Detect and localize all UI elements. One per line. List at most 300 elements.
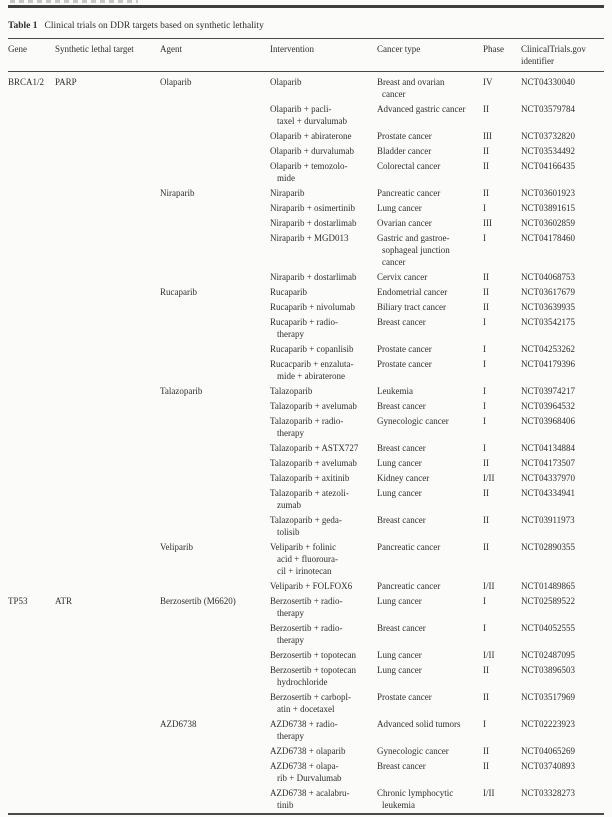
cell-intervention xyxy=(270,201,377,216)
cell-synthetic-lethal-target xyxy=(55,759,160,786)
cell-intervention-line: Talazoparib + radio- xyxy=(270,416,344,426)
cell-cancer-type xyxy=(377,159,483,186)
cell-nct-identifier-text: NCT04065269 xyxy=(521,746,575,756)
cell-intervention-line: Olaparib + abiraterone xyxy=(270,131,352,141)
cell-cancer-type-line: Gynecologic cancer xyxy=(377,746,449,756)
cell-phase xyxy=(483,786,521,814)
cell-nct-identifier-text: NCT03964532 xyxy=(521,401,575,411)
cell-agent xyxy=(160,159,270,186)
table-row xyxy=(8,594,604,621)
cell-phase-text: II xyxy=(483,665,489,675)
cell-phase-text: II xyxy=(483,287,489,297)
cell-intervention-line: Berzosertib + radio- xyxy=(270,623,343,633)
cell-phase-text: III xyxy=(483,218,492,228)
cell-intervention xyxy=(270,399,377,414)
cell-nct-identifier xyxy=(521,663,604,690)
cell-agent xyxy=(160,540,270,579)
cell-agent xyxy=(160,759,270,786)
cell-synthetic-lethal-target xyxy=(55,648,160,663)
cell-agent xyxy=(160,285,270,300)
cell-nct-identifier xyxy=(521,594,604,621)
cell-cancer-type-line: Lung cancer xyxy=(377,488,422,498)
cell-intervention-line: Talazoparib + avelumab xyxy=(270,401,357,411)
cell-gene xyxy=(8,621,55,648)
cell-synthetic-lethal-target xyxy=(55,186,160,201)
cell-agent-text: Berzosertib (M6620) xyxy=(160,596,236,606)
cell-cancer-type-line: Leukemia xyxy=(377,386,413,396)
cell-gene xyxy=(8,102,55,129)
cell-agent xyxy=(160,717,270,744)
cell-nct-identifier-text: NCT04179396 xyxy=(521,359,575,369)
cell-cancer-type-line: Lung cancer xyxy=(377,650,422,660)
cell-phase xyxy=(483,486,521,513)
cell-phase-text: I xyxy=(483,317,486,327)
cell-intervention xyxy=(270,471,377,486)
cell-gene xyxy=(8,342,55,357)
cell-cancer-type xyxy=(377,786,483,814)
cell-intervention xyxy=(270,690,377,717)
cell-phase xyxy=(483,690,521,717)
cell-nct-identifier xyxy=(521,717,604,744)
cell-nct-identifier xyxy=(521,342,604,357)
cell-phase xyxy=(483,441,521,456)
cell-nct-identifier xyxy=(521,486,604,513)
cell-cancer-type xyxy=(377,744,483,759)
cell-synthetic-lethal-target xyxy=(55,129,160,144)
cell-nct-identifier xyxy=(521,471,604,486)
cell-cancer-type xyxy=(377,72,483,102)
cell-gene xyxy=(8,786,55,814)
cell-nct-identifier xyxy=(521,690,604,717)
cell-cancer-type-line: Lung cancer xyxy=(377,665,422,675)
cell-cancer-type xyxy=(377,540,483,579)
cell-agent xyxy=(160,102,270,129)
cell-agent xyxy=(160,621,270,648)
cell-synthetic-lethal-target xyxy=(55,663,160,690)
cell-phase-text: I xyxy=(483,401,486,411)
cell-nct-identifier-text: NCT03896503 xyxy=(521,665,575,675)
cell-synthetic-lethal-target xyxy=(55,102,160,129)
cell-cancer-type xyxy=(377,216,483,231)
cell-nct-identifier-text: NCT03968406 xyxy=(521,416,575,426)
cell-agent xyxy=(160,72,270,102)
table-row xyxy=(8,759,604,786)
cell-cancer-type xyxy=(377,285,483,300)
cell-phase xyxy=(483,144,521,159)
cell-cancer-type xyxy=(377,144,483,159)
cell-cancer-type xyxy=(377,456,483,471)
cell-phase-text: I xyxy=(483,719,486,729)
cell-phase-text: I xyxy=(483,344,486,354)
cell-intervention xyxy=(270,540,377,579)
cell-cancer-type xyxy=(377,270,483,285)
cell-nct-identifier xyxy=(521,144,604,159)
cell-intervention-line: AZD6738 + olaparib xyxy=(270,746,346,756)
cell-gene xyxy=(8,414,55,441)
cell-intervention-line: Berzosertib + topotecan xyxy=(270,665,357,675)
table-row xyxy=(8,186,604,201)
cell-phase-text: II xyxy=(483,515,489,525)
cell-cancer-type xyxy=(377,129,483,144)
col-header-gene: Gene xyxy=(8,39,55,72)
cell-synthetic-lethal-target-text: ATR xyxy=(55,596,73,606)
table-row xyxy=(8,384,604,399)
table-row xyxy=(8,663,604,690)
cell-phase xyxy=(483,129,521,144)
cell-intervention-line: Talazoparib xyxy=(270,386,313,396)
cell-nct-identifier-text: NCT04166435 xyxy=(521,161,575,171)
cell-phase xyxy=(483,399,521,414)
cell-intervention-line: Veliparib + FOLFOX6 xyxy=(270,581,353,591)
table-body xyxy=(8,72,604,814)
cell-cancer-type xyxy=(377,486,483,513)
cell-cancer-type-line: Bladder cancer xyxy=(377,146,432,156)
cell-agent-text: Rucaparib xyxy=(160,287,197,297)
cell-gene xyxy=(8,663,55,690)
cropped-text-remnant xyxy=(10,0,138,3)
cell-nct-identifier-text: NCT03891615 xyxy=(521,203,575,213)
cell-phase xyxy=(483,456,521,471)
cell-intervention-line: AZD6738 + olapa- xyxy=(270,761,339,771)
cell-synthetic-lethal-target xyxy=(55,486,160,513)
cell-nct-identifier-text: NCT03601923 xyxy=(521,188,575,198)
cell-phase-text: I/II xyxy=(483,650,495,660)
cell-phase-text: I xyxy=(483,596,486,606)
cell-gene xyxy=(8,315,55,342)
cell-agent xyxy=(160,300,270,315)
cell-intervention-line: Niraparib xyxy=(270,188,305,198)
col-header-phase: Phase xyxy=(483,39,521,72)
table-row xyxy=(8,786,604,814)
table-row xyxy=(8,129,604,144)
cell-cancer-type-line: Breast cancer xyxy=(377,317,426,327)
cell-intervention-line: tinib xyxy=(277,800,294,810)
cell-intervention-line: Niraparib + dostarlimab xyxy=(270,272,357,282)
cell-nct-identifier xyxy=(521,513,604,540)
cell-agent-text: Talazoparib xyxy=(160,386,203,396)
cell-phase xyxy=(483,300,521,315)
table-row xyxy=(8,102,604,129)
cell-cancer-type-line: Prostate cancer xyxy=(377,344,432,354)
cell-nct-identifier xyxy=(521,216,604,231)
cell-agent xyxy=(160,201,270,216)
cell-phase-text: II xyxy=(483,761,489,771)
cell-agent-text: Veliparib xyxy=(160,542,193,552)
cell-nct-identifier-text: NCT04134884 xyxy=(521,443,575,453)
cell-cancer-type xyxy=(377,690,483,717)
cell-intervention-line: zumab xyxy=(277,500,301,510)
cell-cancer-type-line: Breast cancer xyxy=(377,401,426,411)
cell-agent-text: Olaparib xyxy=(160,77,192,87)
cell-intervention xyxy=(270,159,377,186)
cell-intervention-line: Olaparib xyxy=(270,77,302,87)
cell-nct-identifier xyxy=(521,285,604,300)
col-header-agent: Agent xyxy=(160,39,270,72)
cell-gene xyxy=(8,300,55,315)
cell-synthetic-lethal-target xyxy=(55,744,160,759)
col-header-clinicaltrials-identifier: ClinicalTrials.gov identifier xyxy=(521,39,604,72)
cell-nct-identifier xyxy=(521,744,604,759)
cell-intervention-line: therapy xyxy=(277,731,304,741)
cell-agent xyxy=(160,399,270,414)
cell-nct-identifier-text: NCT03579784 xyxy=(521,104,575,114)
cell-nct-identifier-text: NCT02890355 xyxy=(521,542,575,552)
cell-cancer-type-line: Breast cancer xyxy=(377,443,426,453)
cell-gene xyxy=(8,384,55,399)
header-row xyxy=(8,39,604,72)
cell-nct-identifier xyxy=(521,129,604,144)
table-row xyxy=(8,471,604,486)
cell-cancer-type xyxy=(377,717,483,744)
cell-intervention-line: therapy xyxy=(277,608,304,618)
cell-nct-identifier-text: NCT02589522 xyxy=(521,596,575,606)
cell-phase-text: I/II xyxy=(483,581,495,591)
table-row xyxy=(8,72,604,102)
cell-intervention-line: Niraparib + MGD013 xyxy=(270,233,349,243)
cell-intervention-line: Talazoparib + axitinib xyxy=(270,473,350,483)
cell-synthetic-lethal-target xyxy=(55,786,160,814)
cell-phase xyxy=(483,285,521,300)
cell-phase xyxy=(483,621,521,648)
cell-intervention-line: Talazoparib + atezoli- xyxy=(270,488,349,498)
table-row xyxy=(8,441,604,456)
cell-phase xyxy=(483,594,521,621)
cell-intervention xyxy=(270,621,377,648)
cell-gene xyxy=(8,594,55,621)
table-row xyxy=(8,231,604,270)
cell-intervention-line: Berzosertib + carbopl- xyxy=(270,692,352,702)
cell-agent xyxy=(160,441,270,456)
cell-agent xyxy=(160,186,270,201)
cell-nct-identifier xyxy=(521,384,604,399)
cell-agent xyxy=(160,144,270,159)
cell-intervention-line: Talazoparib + ASTX727 xyxy=(270,443,359,453)
cell-cancer-type-line: leukemia xyxy=(382,800,415,810)
cell-phase-text: II xyxy=(483,161,489,171)
cell-intervention xyxy=(270,186,377,201)
cell-gene xyxy=(8,441,55,456)
cell-intervention xyxy=(270,663,377,690)
cell-cancer-type-line: cancer xyxy=(382,257,406,267)
cell-nct-identifier xyxy=(521,414,604,441)
cell-intervention xyxy=(270,285,377,300)
cell-synthetic-lethal-target xyxy=(55,540,160,579)
cell-synthetic-lethal-target xyxy=(55,342,160,357)
table-row xyxy=(8,342,604,357)
cell-cancer-type-line: Pancreatic cancer xyxy=(377,188,441,198)
cell-intervention-line: hydrochloride xyxy=(277,677,328,687)
table-row xyxy=(8,744,604,759)
table-row xyxy=(8,540,604,579)
cell-nct-identifier xyxy=(521,648,604,663)
cell-synthetic-lethal-target xyxy=(55,72,160,102)
clinical-trials-table xyxy=(8,38,604,815)
cell-cancer-type-line: Pancreatic cancer xyxy=(377,542,441,552)
cell-phase xyxy=(483,342,521,357)
cell-cancer-type xyxy=(377,441,483,456)
cell-intervention-line: tolisib xyxy=(277,527,300,537)
cell-gene-text: TP53 xyxy=(8,596,28,606)
cell-phase xyxy=(483,231,521,270)
cell-synthetic-lethal-target xyxy=(55,441,160,456)
cell-nct-identifier-text: NCT03911973 xyxy=(521,515,575,525)
table-row xyxy=(8,456,604,471)
cell-phase-text: II xyxy=(483,104,489,114)
cell-intervention-line: Berzosertib + topotecan xyxy=(270,650,357,660)
cell-intervention xyxy=(270,759,377,786)
cell-nct-identifier xyxy=(521,270,604,285)
cell-phase-text: II xyxy=(483,302,489,312)
cell-nct-identifier-text: NCT03534492 xyxy=(521,146,575,156)
cell-phase xyxy=(483,384,521,399)
cell-synthetic-lethal-target xyxy=(55,414,160,441)
cell-nct-identifier xyxy=(521,159,604,186)
cell-phase-text: II xyxy=(483,488,489,498)
cell-nct-identifier xyxy=(521,72,604,102)
cell-nct-identifier-text: NCT04330040 xyxy=(521,77,575,87)
cell-cancer-type-line: Lung cancer xyxy=(377,596,422,606)
cell-synthetic-lethal-target xyxy=(55,144,160,159)
cell-cancer-type-line: sophageal junction xyxy=(382,245,450,255)
cell-nct-identifier xyxy=(521,399,604,414)
cell-nct-identifier-text: NCT03517969 xyxy=(521,692,575,702)
cell-phase-text: II xyxy=(483,272,489,282)
table-header xyxy=(8,39,604,72)
cell-intervention xyxy=(270,744,377,759)
cell-cancer-type-line: Advanced solid tumors xyxy=(377,719,461,729)
cell-intervention-line: Olaparib + durvalumab xyxy=(270,146,355,156)
cell-intervention xyxy=(270,486,377,513)
cell-gene xyxy=(8,285,55,300)
cell-phase xyxy=(483,540,521,579)
cell-gene xyxy=(8,513,55,540)
cell-synthetic-lethal-target xyxy=(55,357,160,384)
cell-intervention xyxy=(270,786,377,814)
cell-intervention-line: Rucacparib + enzaluta- xyxy=(270,359,354,369)
cell-phase xyxy=(483,744,521,759)
cell-gene xyxy=(8,129,55,144)
cell-cancer-type xyxy=(377,471,483,486)
cell-synthetic-lethal-target xyxy=(55,399,160,414)
cell-nct-identifier-text: NCT04052555 xyxy=(521,623,575,633)
cell-intervention-line: Berzosertib + radio- xyxy=(270,596,343,606)
cell-nct-identifier-text: NCT03617679 xyxy=(521,287,575,297)
cell-agent xyxy=(160,486,270,513)
cell-synthetic-lethal-target xyxy=(55,471,160,486)
cell-gene xyxy=(8,216,55,231)
cell-gene xyxy=(8,399,55,414)
cell-intervention-line: acid + fluoroura- xyxy=(277,554,339,564)
cell-nct-identifier-text: NCT04253262 xyxy=(521,344,575,354)
cell-phase-text: II xyxy=(483,542,489,552)
cell-synthetic-lethal-target xyxy=(55,384,160,399)
cell-phase xyxy=(483,159,521,186)
cell-cancer-type xyxy=(377,384,483,399)
cell-synthetic-lethal-target xyxy=(55,594,160,621)
cell-cancer-type-line: Breast and ovarian xyxy=(377,77,445,87)
cell-intervention-line: rib + Durvalumab xyxy=(277,773,342,783)
cell-agent xyxy=(160,513,270,540)
cell-nct-identifier-text: NCT04173507 xyxy=(521,458,575,468)
cell-cancer-type xyxy=(377,300,483,315)
cell-phase-text: I/II xyxy=(483,473,495,483)
cell-intervention-line: cil + irinotecan xyxy=(277,566,332,576)
cell-intervention-line: Rucaparib + copanlisib xyxy=(270,344,354,354)
cell-agent-text: AZD6738 xyxy=(160,719,197,729)
cell-gene xyxy=(8,270,55,285)
cell-phase-text: III xyxy=(483,131,492,141)
cell-gene xyxy=(8,717,55,744)
cell-intervention xyxy=(270,216,377,231)
cell-gene xyxy=(8,540,55,579)
table-row xyxy=(8,201,604,216)
cell-phase-text: I xyxy=(483,386,486,396)
cell-phase xyxy=(483,186,521,201)
table-row xyxy=(8,414,604,441)
cell-agent xyxy=(160,690,270,717)
cell-agent xyxy=(160,315,270,342)
cell-agent xyxy=(160,663,270,690)
table-row xyxy=(8,579,604,594)
table-row xyxy=(8,690,604,717)
cell-nct-identifier-text: NCT03740893 xyxy=(521,761,575,771)
cell-nct-identifier xyxy=(521,357,604,384)
cell-nct-identifier-text: NCT03328273 xyxy=(521,788,575,798)
cell-agent xyxy=(160,270,270,285)
cell-gene xyxy=(8,144,55,159)
cell-intervention xyxy=(270,72,377,102)
cell-phase xyxy=(483,216,521,231)
cell-synthetic-lethal-target xyxy=(55,513,160,540)
cell-agent xyxy=(160,786,270,814)
cell-cancer-type xyxy=(377,513,483,540)
cell-phase xyxy=(483,357,521,384)
cell-phase-text: II xyxy=(483,746,489,756)
cell-intervention-line: Niraparib + osimertinib xyxy=(270,203,356,213)
cell-cancer-type xyxy=(377,186,483,201)
cell-cancer-type-line: Gastric and gastroe- xyxy=(377,233,450,243)
cell-cancer-type-line: Prostate cancer xyxy=(377,692,432,702)
cell-synthetic-lethal-target xyxy=(55,270,160,285)
cell-nct-identifier xyxy=(521,441,604,456)
cell-synthetic-lethal-target xyxy=(55,300,160,315)
cell-gene xyxy=(8,159,55,186)
cell-cancer-type xyxy=(377,648,483,663)
cell-intervention-line: Talazoparib + geda- xyxy=(270,515,342,525)
cell-gene xyxy=(8,759,55,786)
cell-phase-text: I xyxy=(483,443,486,453)
cell-intervention-line: Rucaparib + radio- xyxy=(270,317,339,327)
cell-cancer-type xyxy=(377,342,483,357)
cell-intervention-line: Olaparib + pacli- xyxy=(270,104,332,114)
cell-synthetic-lethal-target xyxy=(55,201,160,216)
cell-agent xyxy=(160,456,270,471)
table-row xyxy=(8,270,604,285)
cell-nct-identifier xyxy=(521,786,604,814)
cell-gene xyxy=(8,186,55,201)
cell-cancer-type xyxy=(377,231,483,270)
cell-gene xyxy=(8,648,55,663)
cell-cancer-type-line: Advanced gastric cancer xyxy=(377,104,466,114)
cell-cancer-type xyxy=(377,201,483,216)
cell-cancer-type-line: Ovarian cancer xyxy=(377,218,432,228)
cell-cancer-type-line: Lung cancer xyxy=(377,203,422,213)
cell-intervention xyxy=(270,357,377,384)
cell-intervention-line: Rucaparib xyxy=(270,287,307,297)
cell-cancer-type-line: Colorectal cancer xyxy=(377,161,441,171)
cell-cancer-type-line: Chronic lymphocytic xyxy=(377,788,454,798)
cell-intervention-line: therapy xyxy=(277,329,304,339)
